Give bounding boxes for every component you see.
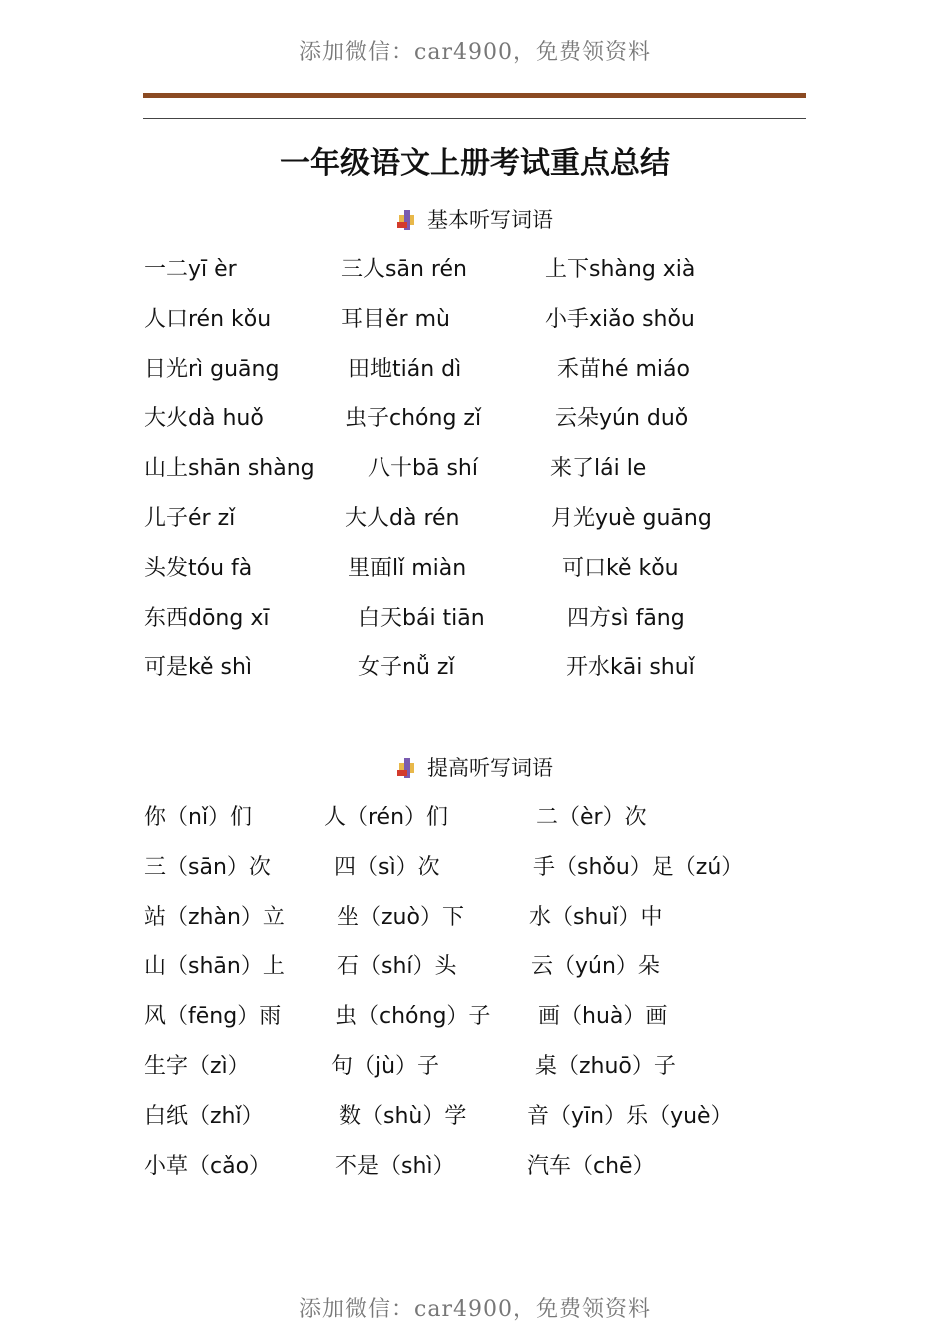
basic-word-item: 来了lái le: [550, 456, 647, 482]
advanced-word-item: 风（fēng）雨: [144, 1004, 282, 1030]
advanced-word-item: 数（shù）学: [339, 1103, 467, 1129]
watermark-bottom: 添加微信：car4900，免费领资料: [299, 1297, 651, 1322]
basic-word-item: 大人dà rén: [345, 506, 460, 531]
advanced-word-item: 石（shí）头: [337, 954, 457, 980]
basic-word-item: 可是kě shì: [144, 655, 253, 681]
basic-word-item: 儿子ér zǐ: [144, 506, 236, 531]
basic-word-item: 禾苗hé miáo: [557, 356, 690, 382]
advanced-word-item: 虫（chóng）子: [335, 1004, 491, 1030]
basic-word-item: 八十bā shí: [368, 456, 478, 482]
basic-word-item: 田地tián dì: [348, 356, 462, 382]
basic-word-item: 云朵yún duǒ: [555, 406, 689, 432]
section-heading-basic-label: 基本听写词语: [427, 208, 553, 232]
basic-word-item: 白天bái tiān: [358, 605, 485, 631]
advanced-word-item: 音（yīn）乐（yuè）: [527, 1103, 733, 1129]
basic-word-item: 东西dōng xī: [144, 605, 270, 631]
basic-word-item: 日光rì guāng: [144, 356, 280, 382]
basic-word-item: 月光yuè guāng: [551, 506, 712, 531]
basic-word-item: 虫子chóng zǐ: [345, 406, 482, 432]
advanced-word-item: 人（rén）们: [324, 805, 449, 830]
advanced-word-item: 画（huà）画: [538, 1004, 668, 1030]
advanced-word-item: 桌（zhuō）子: [535, 1054, 676, 1079]
watermark-top: 添加微信：car4900，免费领资料: [299, 40, 651, 65]
section-heading-advanced-label: 提高听写词语: [427, 756, 553, 780]
advanced-word-item: 二（èr）次: [536, 805, 647, 830]
advanced-word-item: 云（yún）朵: [531, 954, 660, 980]
advanced-word-item: 站（zhàn）立: [144, 904, 285, 930]
basic-word-item: 人口rén kǒu: [144, 306, 272, 332]
basic-word-item: 女子nǚ zǐ: [358, 655, 455, 681]
basic-word-item: 上下shàng xià: [545, 257, 696, 282]
advanced-word-item: 三（sān）次: [144, 854, 271, 880]
basic-word-item: 耳目ěr mù: [341, 306, 450, 332]
basic-word-item: 开水kāi shuǐ: [566, 655, 695, 681]
advanced-word-item: 小草（cǎo）: [144, 1153, 272, 1179]
advanced-word-item: 坐（zuò）下: [337, 904, 464, 930]
basic-word-item: 三人sān rén: [341, 257, 467, 282]
basic-word-item: 小手xiǎo shǒu: [545, 306, 695, 332]
advanced-word-item: 你（nǐ）们: [144, 805, 253, 830]
advanced-word-item: 四（sì）次: [334, 854, 440, 880]
basic-word-item: 里面lǐ miàn: [348, 555, 467, 581]
basic-word-item: 四方sì fāng: [567, 605, 685, 631]
advanced-word-item: 手（shǒu）足（zú）: [533, 854, 744, 880]
basic-word-item: 头发tóu fà: [144, 555, 253, 581]
basic-word-item: 可口kě kǒu: [562, 555, 679, 581]
page-title: 一年级语文上册考试重点总结: [280, 146, 670, 181]
basic-word-item: 一二yī èr: [144, 257, 237, 282]
advanced-word-item: 山（shān）上: [144, 954, 285, 980]
advanced-word-item: 汽车（chē）: [527, 1153, 655, 1179]
basic-word-item: 山上shān shàng: [144, 456, 315, 482]
basic-word-item: 大火dà huǒ: [144, 406, 264, 432]
advanced-word-item: 水（shuǐ）中: [529, 904, 663, 930]
advanced-word-item: 不是（shì）: [335, 1153, 455, 1179]
advanced-word-item: 白纸（zhǐ）: [144, 1103, 264, 1129]
advanced-word-item: 生字（zì）: [144, 1054, 250, 1079]
advanced-word-item: 句（jù）子: [331, 1054, 440, 1079]
